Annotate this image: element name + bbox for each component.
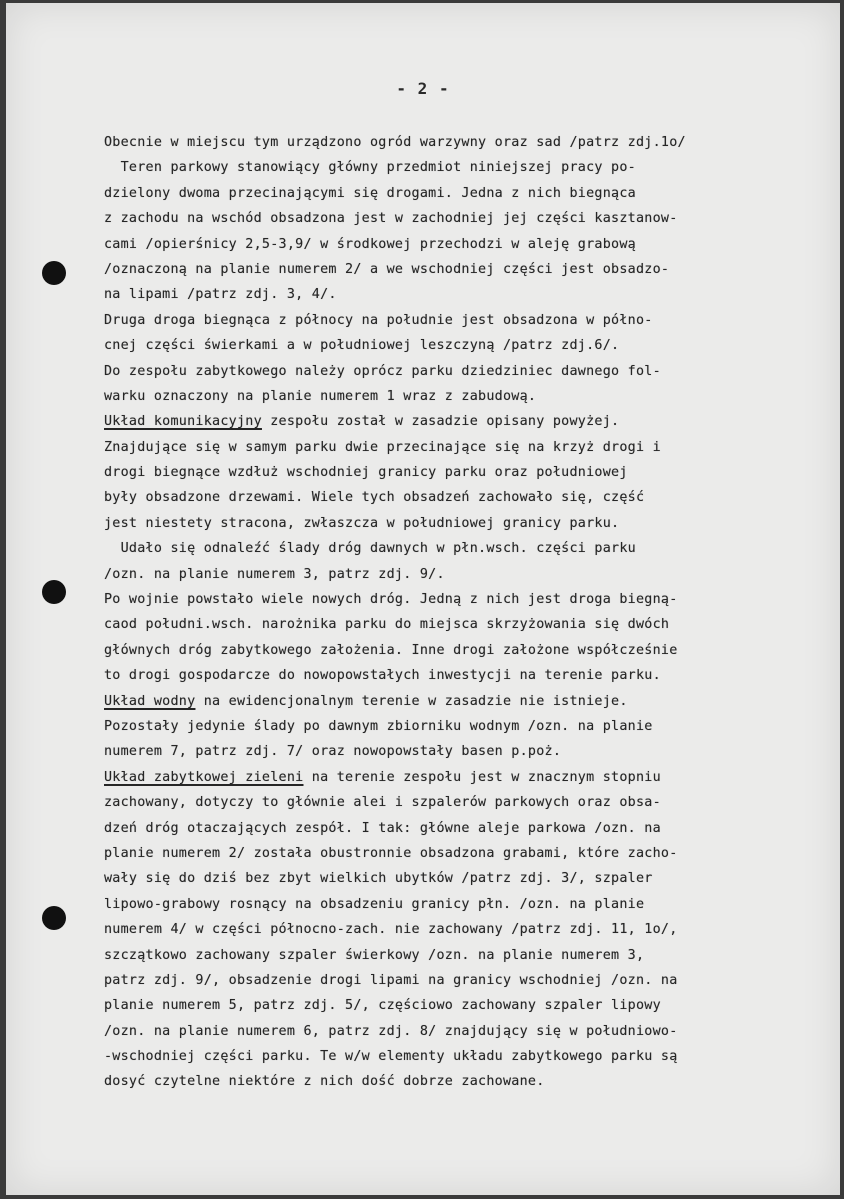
text-line: [104, 993, 844, 1018]
text-line: [104, 282, 844, 307]
line-text: drogi biegnące wzdłuż wschodniej granicy parku oraz południowej: [104, 465, 628, 481]
line-text: zespołu został w zasadzie opisany powyżej.: [261, 414, 620, 430]
line-text: lipowo-grabowy rosnący na obsadzeniu granicy płn. /ozn. na planie: [104, 896, 645, 912]
text-line: [104, 232, 844, 257]
section-heading: Układ wodny: [104, 693, 196, 709]
line-text: wały się do dziś bez zbyt wielkich ubytków /patrz zdj. 3/, szpaler: [104, 871, 653, 887]
line-text: /ozn. na planie numerem 3, patrz zdj. 9/.: [104, 566, 445, 582]
line-text: Po wojnie powstało wiele nowych dróg. Jedną z nich jest droga biegną-: [104, 592, 678, 608]
text-line: [104, 155, 844, 180]
text-line: [104, 790, 844, 815]
punch-hole: [42, 906, 66, 930]
line-text: na terenie zespołu jest w znacznym stopniu: [303, 769, 661, 785]
page-number: - 2 -: [396, 79, 450, 98]
text-line: [104, 206, 844, 231]
text-line: [104, 943, 844, 968]
text-line: [104, 638, 844, 663]
line-text: planie numerem 2/ została obustronnie obsadzona grabami, które zacho-: [104, 845, 678, 861]
line-text: cami /opierśnicy 2,5-3,9/ w środkowej przechodzi w aleję grabową: [104, 236, 636, 252]
line-text: z zachodu na wschód obsadzona jest w zachodniej jej części kasztanow-: [104, 211, 678, 227]
line-text: patrz zdj. 9/, obsadzenie drogi lipami na granicy wschodniej /ozn. na: [104, 972, 678, 988]
document-body: [104, 130, 844, 1095]
text-line: [104, 562, 844, 587]
line-text: caod południ.wsch. narożnika parku do miejsca skrzyżowania się dwóch: [104, 617, 670, 633]
line-text: numerem 4/ w części północno-zach. nie zachowany /patrz zdj. 11, 1o/,: [104, 922, 678, 938]
line-text: na lipami /patrz zdj. 3, 4/.: [104, 287, 337, 303]
line-text: numerem 7, patrz zdj. 7/ oraz nowopowstały basen p.poż.: [104, 744, 562, 760]
section-heading: Układ komunikacyjny: [104, 414, 262, 430]
section-heading: Układ zabytkowej zieleni: [104, 769, 304, 785]
line-text: planie numerem 5, patrz zdj. 5/, częściowo zachowany szpaler lipowy: [104, 998, 661, 1014]
line-text: dzielony dwoma przecinającymi się drogami. Jedna z nich biegnąca: [104, 185, 636, 201]
line-text: /oznaczoną na planie numerem 2/ a we wschodniej części jest obsadzo-: [104, 261, 670, 277]
line-text: Druga droga biegnąca z północy na południe jest obsadzona w półno-: [104, 312, 653, 328]
line-text: Teren parkowy stanowiący główny przedmiot niniejszej pracy po-: [104, 160, 636, 176]
text-line: [104, 308, 844, 333]
line-text: dzeń dróg otaczających zespół. I tak: główne aleje parkowa /ozn. na: [104, 820, 661, 836]
line-text: Udało się odnaleźć ślady dróg dawnych w płn.wsch. części parku: [104, 541, 636, 557]
text-line: [104, 714, 844, 739]
text-line: [104, 917, 844, 942]
text-line: [104, 460, 844, 485]
text-line: [104, 359, 844, 384]
text-line: [104, 1069, 844, 1094]
text-line: [104, 384, 844, 409]
text-line: [104, 511, 844, 536]
text-line: [104, 841, 844, 866]
text-line: [104, 181, 844, 206]
text-line: [104, 536, 844, 561]
text-line: [104, 409, 844, 434]
line-text: Obecnie w miejscu tym urządzono ogród warzywny oraz sad /patrz zdj.1o/: [104, 135, 686, 150]
line-text: -wschodniej części parku. Te w/w elementy układu zabytkowego parku są: [104, 1049, 678, 1065]
text-line: [104, 435, 844, 460]
line-text: były obsadzone drzewami. Wiele tych obsadzeń zachowało się, część: [104, 490, 645, 506]
text-line: [104, 333, 844, 358]
text-line: [104, 765, 844, 790]
text-line: [104, 612, 844, 637]
text-line: [104, 587, 844, 612]
line-text: na ewidencjonalnym terenie w zasadzie nie istnieje.: [195, 693, 628, 709]
text-line: [104, 663, 844, 688]
text-line: [104, 257, 844, 282]
line-text: Znajdujące się w samym parku dwie przecinające się na krzyż drogi i: [104, 439, 661, 455]
line-text: Do zespołu zabytkowego należy oprócz parku dziedziniec dawnego fol-: [104, 363, 661, 379]
line-text: /ozn. na planie numerem 6, patrz zdj. 8/ znajdujący się w południowo-: [104, 1023, 678, 1039]
text-line: [104, 892, 844, 917]
punch-hole: [42, 261, 66, 285]
text-line: [104, 485, 844, 510]
line-text: jest niestety stracona, zwłaszcza w południowej granicy parku.: [104, 515, 620, 531]
document-page: [6, 3, 840, 1195]
line-text: szczątkowo zachowany szpaler świerkowy /ozn. na planie numerem 3,: [104, 947, 645, 963]
text-line: [104, 816, 844, 841]
line-text: zachowany, dotyczy to głównie alei i szpalerów parkowych oraz obsa-: [104, 795, 661, 811]
line-text: cnej części świerkami a w południowej leszczyną /patrz zdj.6/.: [104, 338, 620, 354]
text-line: [104, 968, 844, 993]
line-text: to drogi gospodarcze do nowopowstałych inwestycji na terenie parku.: [104, 668, 661, 684]
text-line: [104, 130, 844, 155]
text-line: [104, 866, 844, 891]
punch-hole: [42, 580, 66, 604]
line-text: głównych dróg zabytkowego założenia. Inne drogi założone współcześnie: [104, 642, 678, 658]
line-text: Pozostały jedynie ślady po dawnym zbiorniku wodnym /ozn. na planie: [104, 718, 653, 734]
text-line: [104, 739, 844, 764]
line-text: warku oznaczony na planie numerem 1 wraz z zabudową.: [104, 388, 537, 404]
text-line: [104, 689, 844, 714]
text-line: [104, 1019, 844, 1044]
line-text: dosyć czytelne niektóre z nich dość dobrze zachowane.: [104, 1074, 545, 1090]
text-line: [104, 1044, 844, 1069]
